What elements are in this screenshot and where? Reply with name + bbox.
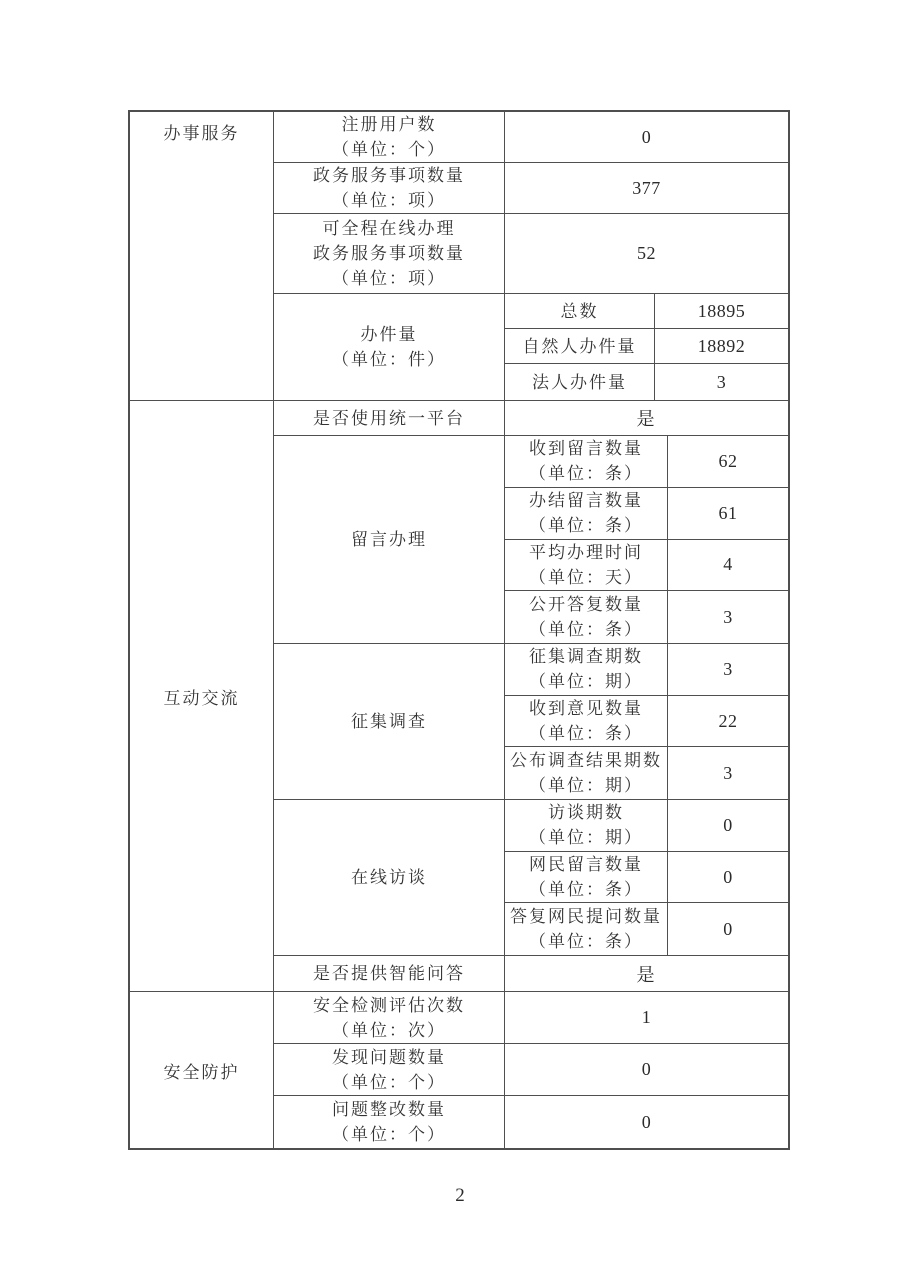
sub-row — [505, 436, 788, 488]
metric-label: 是否使用统一平台 — [313, 408, 465, 428]
table-row — [274, 214, 788, 294]
table-row-group — [274, 436, 788, 644]
table-row — [274, 112, 788, 163]
sub-rows — [505, 800, 788, 955]
sub-label: 自然人办件量 — [522, 336, 637, 356]
category-label: 互动交流 — [163, 688, 240, 708]
sub-label: 总数 — [560, 301, 599, 321]
metric-label-cell — [274, 401, 505, 435]
table-section-anquanfanghu — [130, 992, 788, 1148]
category-cell — [130, 992, 274, 1148]
group-label-cell — [274, 436, 505, 643]
metric-value: 377 — [632, 177, 661, 198]
metric-label: 问题整改数量 — [332, 1100, 446, 1119]
metric-label: 政务服务事项数量 — [313, 166, 465, 185]
metric-label: 注册用户数 — [341, 115, 437, 134]
sub-value: 0 — [723, 866, 733, 887]
metric-value: 是 — [636, 964, 657, 985]
section-rows — [274, 401, 788, 991]
sub-rows — [505, 436, 788, 643]
group-label: 办件量 — [360, 325, 418, 344]
table-row — [274, 163, 788, 214]
metric-value: 0 — [641, 1059, 652, 1079]
table-row-group — [274, 800, 788, 956]
sub-label-cell — [505, 329, 655, 363]
sub-row — [505, 903, 788, 955]
sub-label-cell — [505, 644, 668, 695]
sub-label: 答复网民提问数量 — [510, 907, 662, 927]
sub-value: 61 — [718, 502, 738, 523]
group-label-cell — [274, 294, 505, 400]
sub-value: 3 — [716, 371, 727, 392]
sub-label: 公布调查结果期数 — [510, 751, 662, 771]
sub-unit: （单位：条） — [529, 620, 643, 640]
metric-label: 安全检测评估次数 — [313, 995, 465, 1015]
metric-label-cell — [274, 1044, 505, 1095]
table-row-group — [274, 644, 788, 800]
metric-unit: （单位：项） — [332, 191, 446, 210]
sub-value: 4 — [723, 554, 733, 575]
sub-label-cell — [505, 294, 655, 328]
sub-row — [505, 540, 788, 592]
sub-row — [505, 852, 788, 904]
group-label: 征集调查 — [351, 712, 427, 731]
page-number: 2 — [455, 1185, 465, 1206]
sub-row — [505, 696, 788, 748]
sub-label-cell — [505, 436, 668, 487]
table-row-group — [274, 294, 788, 400]
sub-unit: （单位：期） — [529, 672, 643, 692]
sub-value: 22 — [718, 710, 738, 731]
sub-label: 办结留言数量 — [529, 491, 643, 511]
section-rows — [274, 992, 788, 1148]
category-label: 安全防护 — [163, 1062, 240, 1082]
sub-value: 18895 — [697, 300, 746, 321]
sub-value: 0 — [723, 918, 733, 939]
category-cell — [130, 401, 274, 991]
sub-rows — [505, 644, 788, 799]
sub-unit: （单位：条） — [529, 932, 643, 952]
sub-unit: （单位：条） — [529, 516, 643, 536]
sub-label-cell — [505, 903, 668, 955]
sub-label-cell — [505, 591, 668, 643]
metric-unit: （单位：个） — [332, 140, 446, 159]
sub-unit: （单位：条） — [529, 724, 643, 743]
sub-label: 法人办件量 — [532, 372, 627, 392]
category-label: 办事服务 — [163, 124, 240, 143]
metric-label-cell — [274, 112, 505, 162]
metric-unit: （单位：次） — [332, 1020, 446, 1040]
metric-label-cell — [274, 1096, 505, 1148]
sub-value: 18892 — [697, 335, 746, 356]
sub-label: 平均办理时间 — [529, 542, 643, 562]
sub-row — [505, 591, 788, 643]
sub-label-cell — [505, 540, 668, 591]
sub-row — [505, 644, 788, 696]
metric-label-cell — [274, 163, 505, 213]
sub-label-cell — [505, 488, 668, 539]
table-row — [274, 992, 788, 1044]
metric-unit: （单位：个） — [332, 1072, 446, 1092]
sub-value: 62 — [718, 450, 738, 471]
section-rows — [274, 112, 788, 400]
sub-label: 网民留言数量 — [529, 855, 643, 874]
sub-row — [505, 747, 788, 799]
sub-row — [505, 488, 788, 540]
metric-value: 是 — [636, 409, 657, 429]
metric-label-cell — [274, 956, 505, 991]
sub-unit: （单位：期） — [529, 828, 643, 848]
statistics-table — [128, 110, 790, 1150]
sub-label: 公开答复数量 — [529, 595, 643, 615]
sub-unit: （单位：期） — [529, 776, 643, 796]
sub-label-cell — [505, 747, 668, 799]
sub-value: 3 — [723, 606, 733, 627]
table-row — [274, 956, 788, 991]
group-label: 在线访谈 — [351, 868, 427, 887]
metric-label: 发现问题数量 — [332, 1047, 446, 1067]
sub-unit: （单位：条） — [529, 880, 643, 899]
group-label-cell — [274, 644, 505, 799]
group-label-cell — [274, 800, 505, 955]
table-row — [274, 401, 788, 436]
category-cell — [130, 112, 274, 400]
table-section-banshifuwu — [130, 112, 788, 401]
metric-value: 0 — [641, 126, 652, 147]
sub-label: 收到留言数量 — [529, 439, 643, 459]
sub-label-cell — [505, 800, 668, 851]
sub-label-cell — [505, 852, 668, 903]
sub-row — [505, 364, 788, 400]
metric-label: 可全程在线办理 — [322, 219, 456, 238]
metric-unit: （单位：项） — [332, 269, 446, 288]
sub-row — [505, 294, 788, 329]
group-unit: （单位：件） — [332, 350, 446, 369]
metric-label-line2: 政务服务事项数量 — [313, 244, 465, 263]
sub-label-cell — [505, 364, 655, 400]
metric-label-cell — [274, 214, 505, 293]
sub-unit: （单位：天） — [529, 567, 643, 587]
sub-value: 0 — [723, 814, 733, 835]
sub-unit: （单位：条） — [529, 464, 643, 484]
sub-label: 收到意见数量 — [529, 699, 643, 718]
table-section-hudongjiaoliu — [130, 401, 788, 992]
sub-label-cell — [505, 696, 668, 747]
metric-value: 0 — [641, 1111, 652, 1132]
sub-label: 征集调查期数 — [529, 647, 643, 667]
metric-value: 52 — [637, 243, 656, 263]
sub-row — [505, 800, 788, 852]
sub-label: 访谈期数 — [548, 803, 624, 823]
sub-row — [505, 329, 788, 364]
group-label: 留言办理 — [351, 530, 427, 549]
metric-value: 1 — [641, 1007, 652, 1027]
table-row — [274, 1044, 788, 1096]
metric-unit: （单位：个） — [332, 1125, 446, 1144]
sub-value: 3 — [723, 762, 733, 783]
table-row — [274, 1096, 788, 1148]
sub-value: 3 — [723, 658, 733, 679]
sub-rows — [505, 294, 788, 400]
metric-label: 是否提供智能问答 — [313, 964, 465, 983]
metric-label-cell — [274, 992, 505, 1043]
